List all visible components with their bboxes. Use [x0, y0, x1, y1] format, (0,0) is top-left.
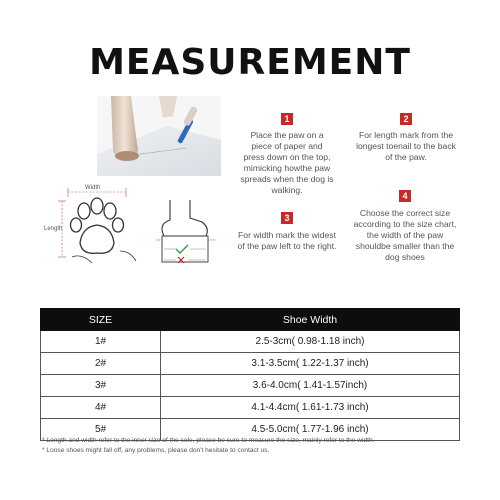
step-4-text: Choose the correct size according to the size chart, the width of the paw shouldbe smaller than the dog shoes [353, 208, 457, 262]
size-cell: 5# [41, 419, 161, 441]
paw-measure-diagram [42, 185, 152, 265]
shoe-fit-diagram [150, 196, 220, 270]
table-row [41, 331, 460, 353]
width-cell: 4.1-4.4cm( 1.61-1.73 inch) [161, 397, 460, 419]
size-cell: 3# [41, 375, 161, 397]
step-3-badge: 3 [281, 212, 293, 224]
table-row [41, 397, 460, 419]
table-row [41, 353, 460, 375]
step-4-badge: 4 [399, 190, 411, 202]
paw-on-paper-photo [97, 96, 221, 176]
size-cell: 2# [41, 353, 161, 375]
table-header-row [41, 309, 460, 331]
step-2-text: For length mark from the longest toenail to the back of the paw. [356, 130, 456, 162]
width-label: Width [85, 185, 101, 191]
column-header-size: SIZE [41, 309, 161, 331]
size-cell: 4# [41, 397, 161, 419]
note-loose-shoes: * Loose shoes might fall off, any problems, please don't hesitate to contact us. [42, 447, 270, 454]
width-cell: 4.5-5.0cm( 1.77-1.96 inch) [161, 419, 460, 441]
width-cell: 3.6-4.0cm( 1.41-1.57inch) [161, 375, 460, 397]
note-sizing: * Length and width refer to the inner size of the sole, please be sure to measure the size, mainly refer to the width. [42, 437, 375, 444]
step-1-badge: 1 [281, 113, 293, 125]
column-header-shoe-width: Shoe Width [161, 309, 460, 331]
step-1-text: Place the paw on a piece of paper and press down on the top, mimicking howthe paw spreads when the dog is walking. [240, 130, 334, 195]
step-3-text: For width mark the widest of the paw left to the right. [237, 230, 337, 251]
width-cell: 2.5-3cm( 0.98-1.18 inch) [161, 331, 460, 353]
step-2-badge: 2 [400, 113, 412, 125]
footnotes [42, 436, 472, 456]
width-cell: 3.1-3.5cm( 1.22-1.37 inch) [161, 353, 460, 375]
size-cell: 1# [41, 331, 161, 353]
table-row [41, 375, 460, 397]
size-chart-table [40, 308, 460, 441]
length-label: Length [44, 226, 63, 232]
page-title: MEASUREMENT [89, 42, 411, 83]
